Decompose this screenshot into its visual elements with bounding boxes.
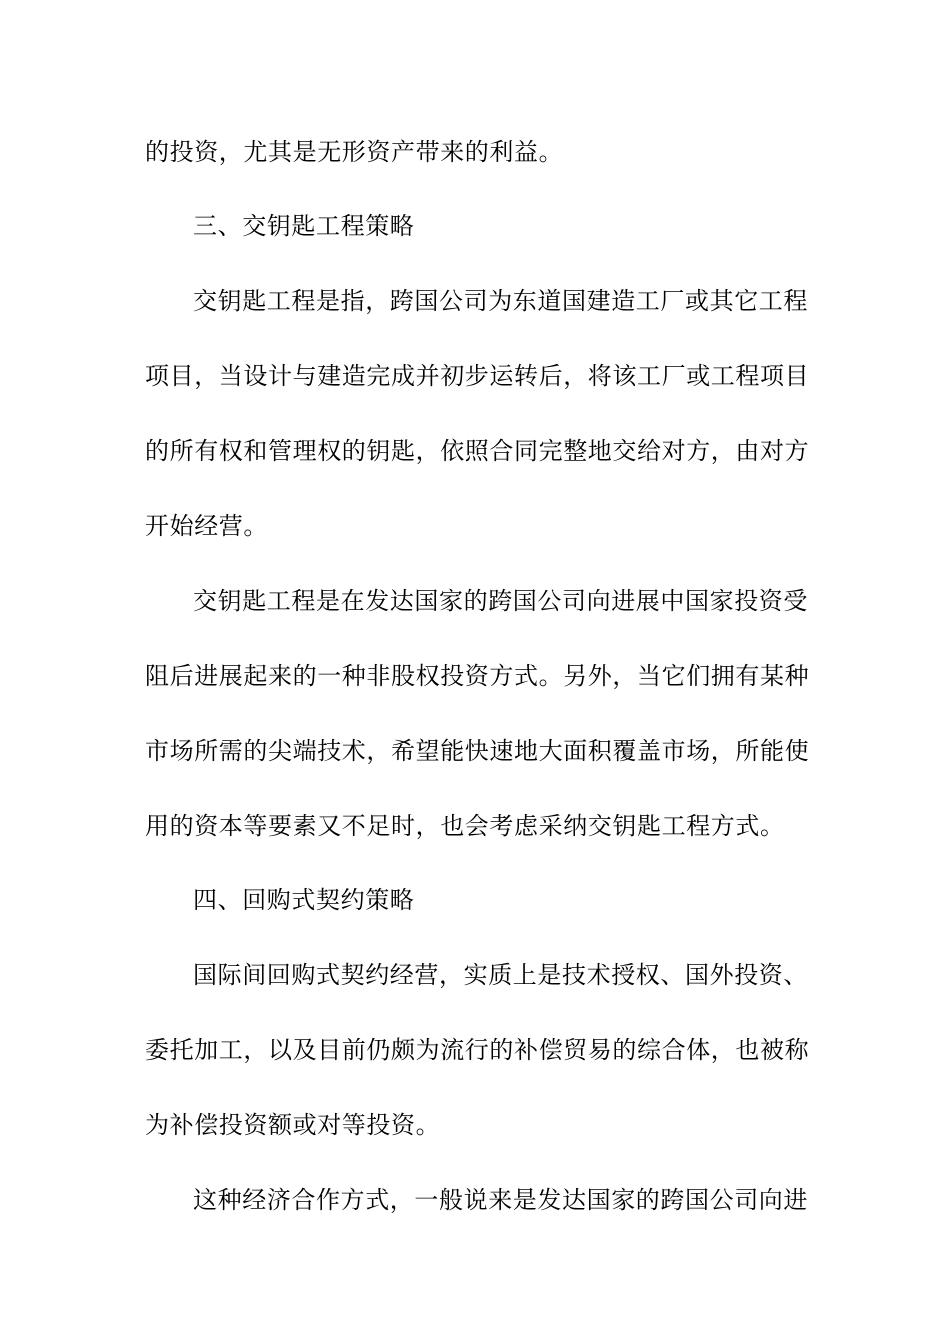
paragraph-line: 委托加工，以及目前仍颇为流行的补偿贸易的综合体，也被称 xyxy=(145,1036,810,1064)
paragraph-line: 这种经济合作方式，一般说来是发达国家的跨国公司向进 xyxy=(193,1186,808,1214)
paragraph-line: 交钥匙工程是指，跨国公司为东道国建造工厂或其它工程 xyxy=(193,287,808,315)
section-heading: 三、交钥匙工程策略 xyxy=(193,212,415,240)
paragraph-line: 交钥匙工程是在发达国家的跨国公司向进展中国家投资受 xyxy=(193,587,808,615)
paragraph-line: 用的资本等要素又不足时，也会考虑采纳交钥匙工程方式。 xyxy=(145,812,785,840)
paragraph-line: 阻后进展起来的一种非股权投资方式。另外，当它们拥有某种 xyxy=(145,662,810,690)
paragraph-line: 项目，当设计与建造完成并初步运转后，将该工厂或工程项目 xyxy=(145,362,810,390)
paragraph-line: 市场所需的尖端技术，希望能快速地大面积覆盖市场，所能使 xyxy=(145,737,810,765)
paragraph-line: 的所有权和管理权的钥匙，依照合同完整地交给对方，由对方 xyxy=(145,437,810,465)
paragraph-line: 的投资，尤其是无形资产带来的利益。 xyxy=(145,138,564,166)
paragraph-line: 为补偿投资额或对等投资。 xyxy=(145,1111,441,1139)
paragraph-line: 开始经营。 xyxy=(145,512,268,540)
section-heading: 四、回购式契约策略 xyxy=(193,886,415,914)
paragraph-line: 国际间回购式契约经营，实质上是技术授权、国外投资、 xyxy=(193,961,808,989)
